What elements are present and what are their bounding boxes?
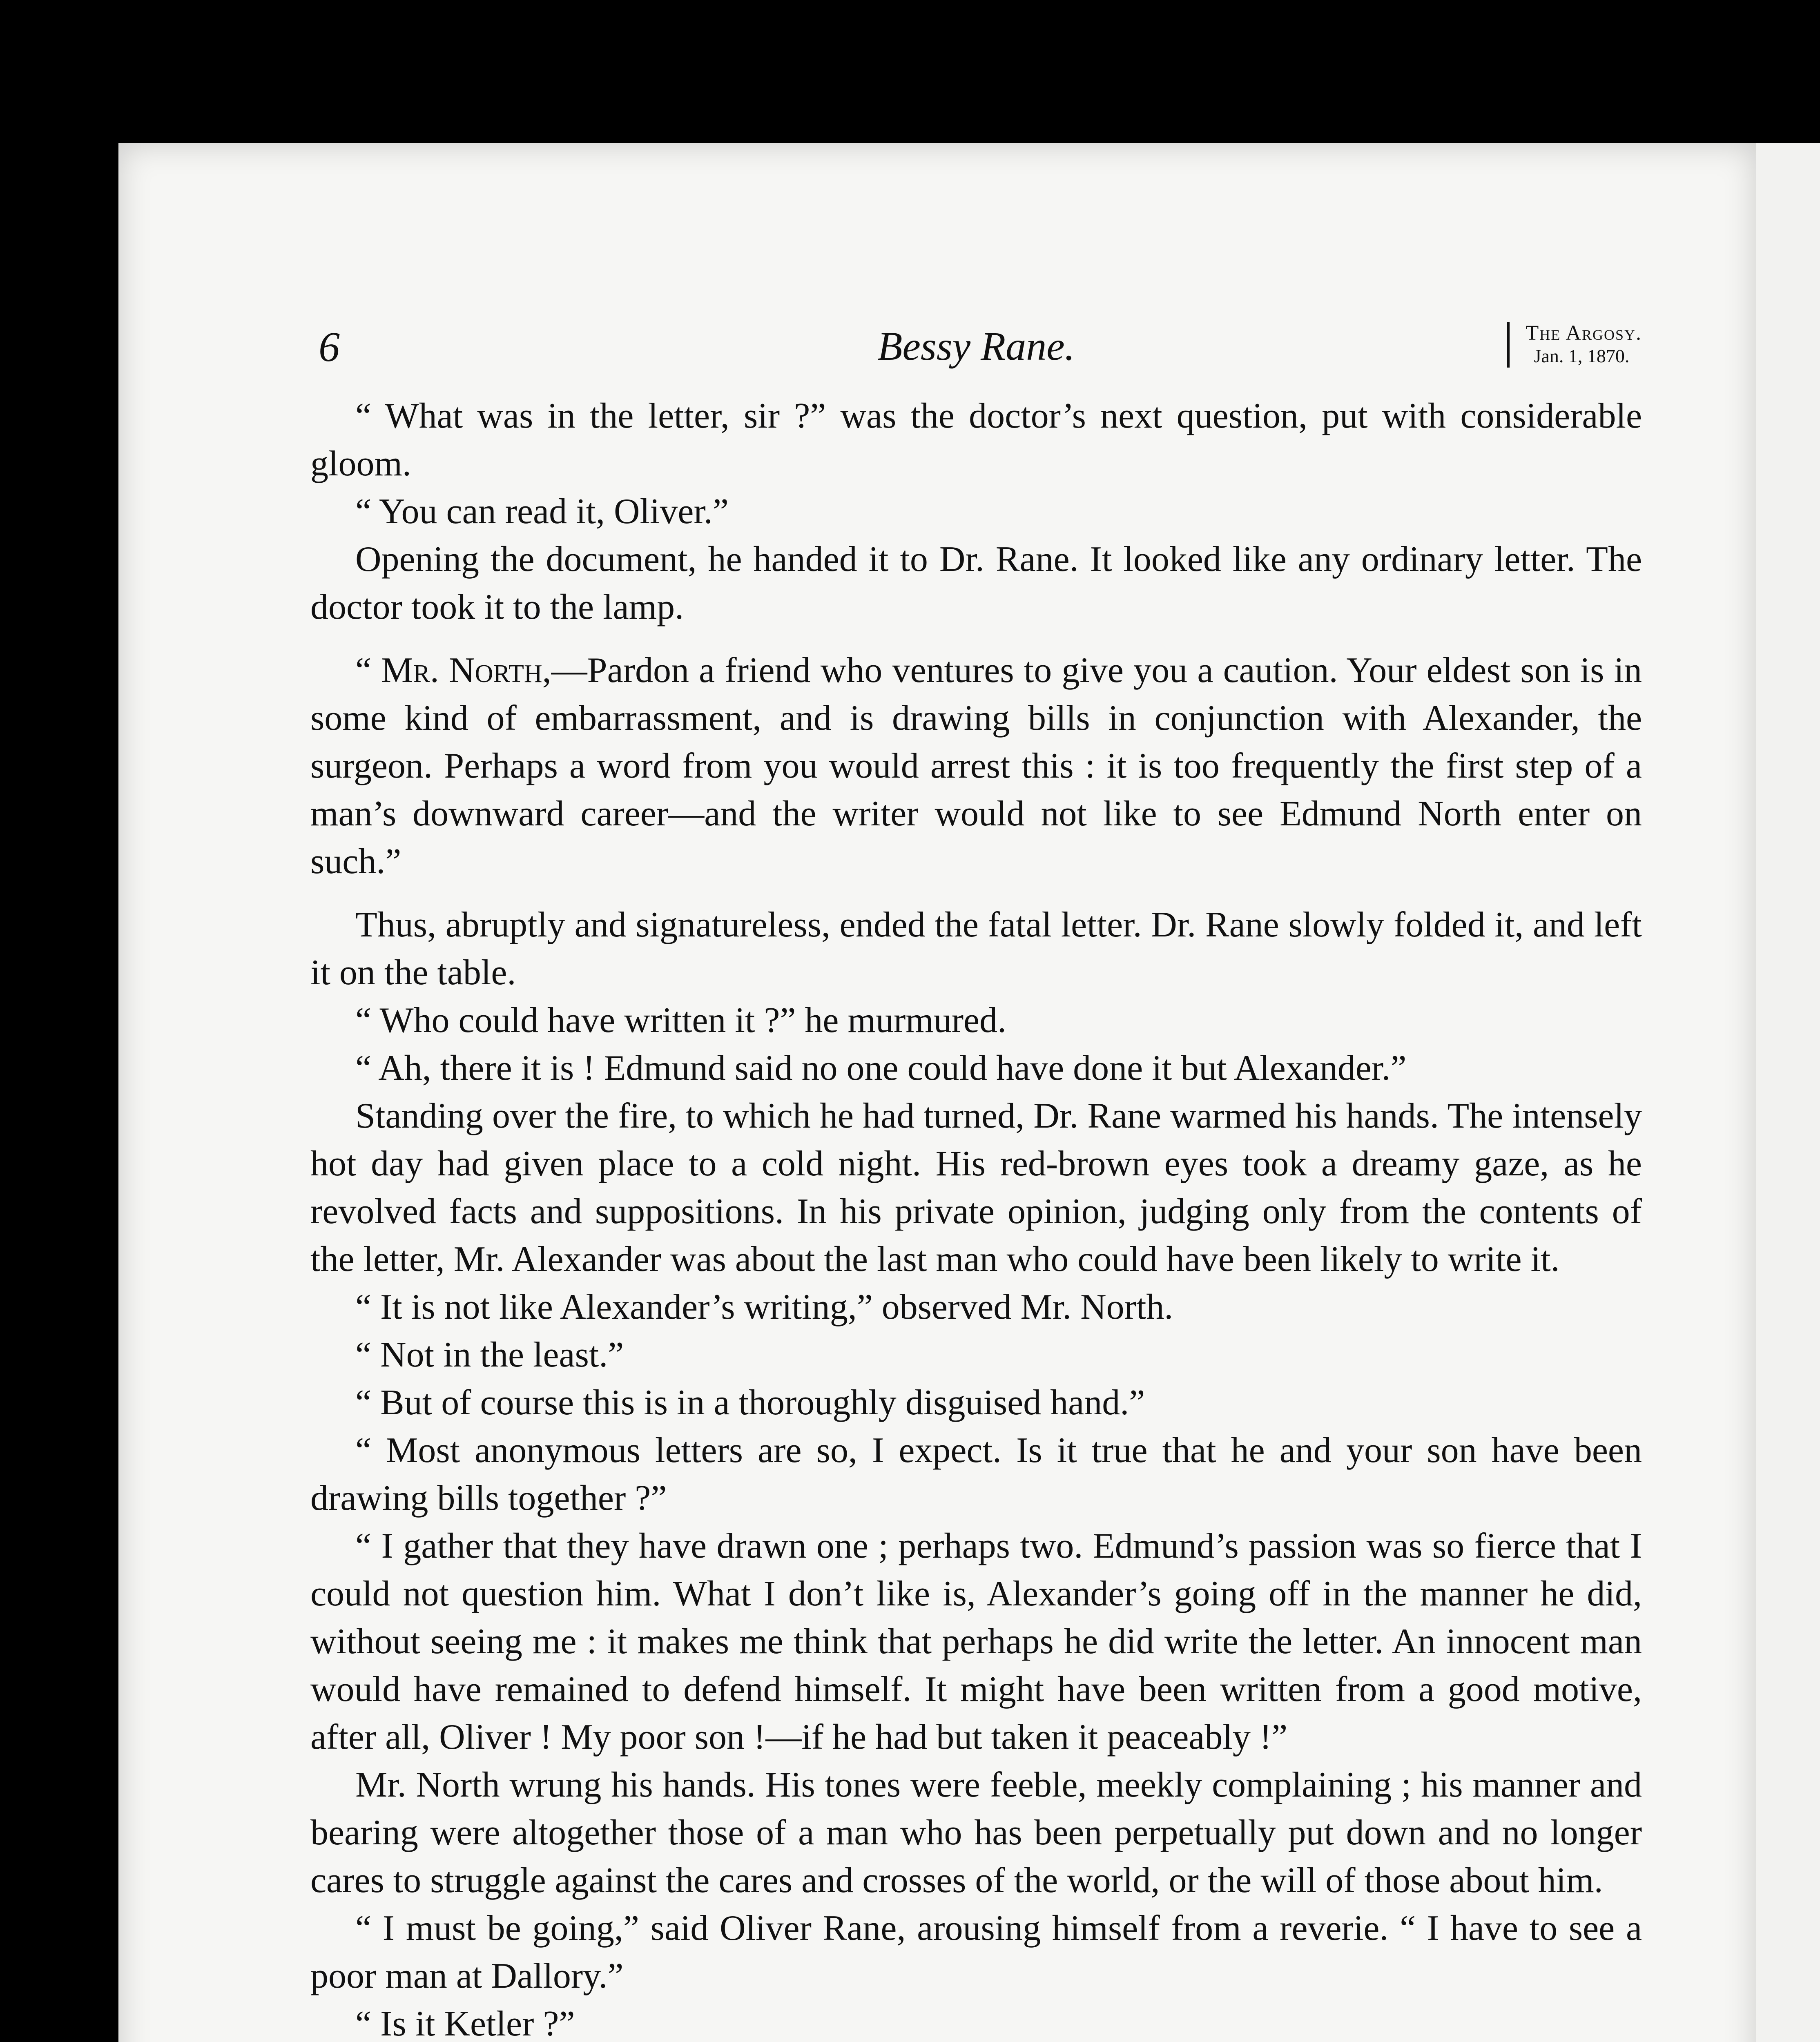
paragraph: Standing over the fire, to which he had turned, Dr. Rane warmed his hands. The intensely hot day had given place to a cold night. His red-brown eyes took a dreamy gaze, as he revolved facts and suppositions. In his private opinion, judging only from the contents of the letter, Mr. Alexander was about the last man who could have been likely to write it. (310, 1096, 1642, 1279)
paragraph: Mr. North wrung his hands. His tones were feeble, meekly complaining ; his manner and bearing were altogether those of a man who has been perpetually put down and no longer cares to struggle against the cares and crosses of the world, or the will of those about him. (310, 1765, 1642, 1900)
letter-text (310, 646, 1642, 885)
paragraph: “ Ah, there it is ! Edmund said no one could have done it but Alexander.” (355, 1048, 1407, 1088)
paragraph: “ Who could have written it ?” he murmured. (355, 1001, 1007, 1040)
source-name: The Argosy. (1526, 321, 1642, 345)
running-head (310, 323, 1642, 392)
page-content (310, 323, 1642, 2042)
paragraph: “ Most anonymous letters are so, I expect. Is it true that he and your son have been drawing bills together ?” (310, 1431, 1642, 1518)
body-text (310, 392, 1642, 2042)
paragraph: Thus, abruptly and signatureless, ended the fatal letter. Dr. Rane slowly folded it, and left it on the table. (310, 905, 1642, 992)
paragraph: “ Is it Ketler ?” (355, 2004, 575, 2042)
book-page (118, 143, 1756, 2042)
letter-body: —Pardon a friend who ventures to give you a caution. Your eldest son is in some kind of embarrassment, and is drawing bills in conjunction with Alexander, the surgeon. Perhaps a word from you would arrest this : it is too frequently the first step of a man’s downward career—and the writer would not like to see Edmund North enter on such.” (310, 651, 1642, 881)
page-number: 6 (319, 323, 340, 370)
binding-edge (1756, 143, 1820, 2042)
running-title: Bessy Rane. (877, 323, 1075, 369)
paragraph: Opening the document, he handed it to Dr. Rane. It looked like any ordinary letter. The doctor took it to the lamp. (310, 539, 1642, 627)
paragraph: “ But of course this is in a thoroughly disguised hand.” (355, 1383, 1145, 1422)
paragraph: “ I must be going,” said Oliver Rane, arousing himself from a reverie. “ I have to see a poor man at Dallory.” (310, 1908, 1642, 1996)
letter-salutation: “ Mr. North, (355, 651, 551, 690)
source-date: Jan. 1, 1870. (1534, 346, 1630, 366)
source-bracket (1507, 322, 1642, 368)
paragraph: “ What was in the letter, sir ?” was the doctor’s next question, put with considerable gloom. (310, 396, 1642, 484)
paragraph: “ I gather that they have drawn one ; perhaps two. Edmund’s passion was so fierce that I could not question him. What I don’t like is, Alexander’s going off in the manner he did, without seeing me : it makes me think that perhaps he did write the letter. An innocent man would have remained to defend himself. It might have been written from a good motive, after all, Oliver ! My poor son !—if he had but taken it peaceably !” (310, 1526, 1642, 1757)
paragraph: “ It is not like Alexander’s writing,” observed Mr. North. (355, 1287, 1173, 1327)
paragraph: “ Not in the least.” (355, 1335, 624, 1375)
paragraph: “ You can read it, Oliver.” (355, 492, 729, 531)
